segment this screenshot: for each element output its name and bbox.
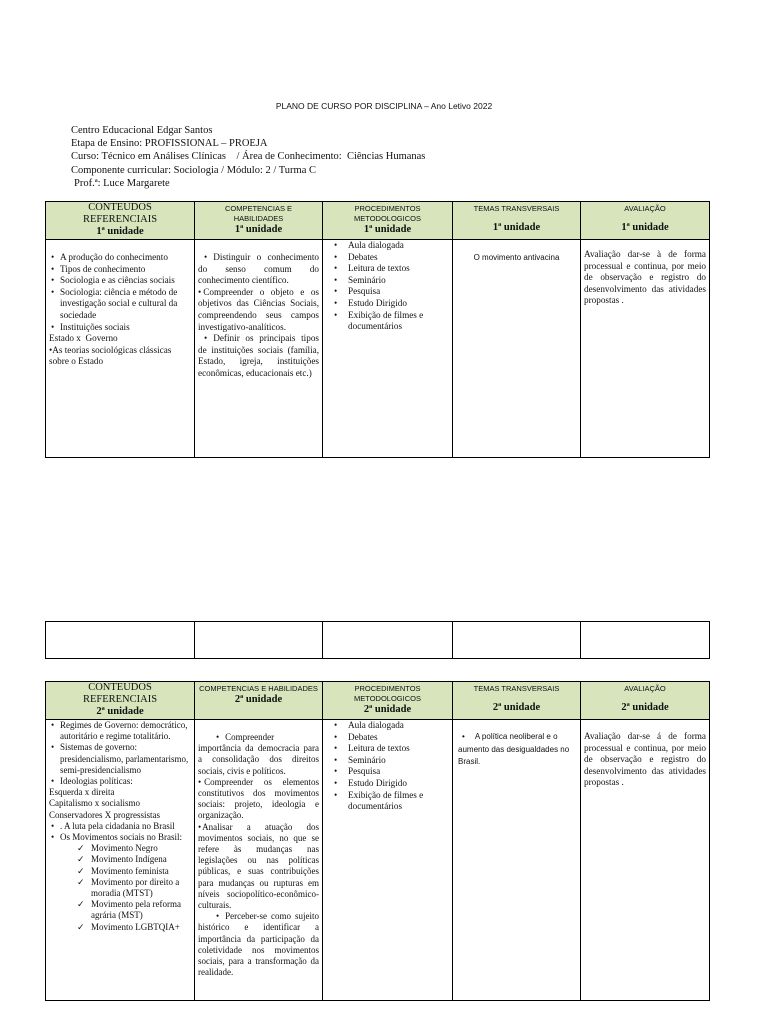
header-competencias-label: COMPETENCIAS E HABILIDADES: [224, 204, 293, 223]
unit-2-content-row: [46, 720, 710, 1001]
unit-1-temas-cell: [453, 240, 581, 458]
list-item: • Instituições sociais: [49, 322, 191, 334]
header-procedimentos: [323, 682, 453, 720]
list-item: • Ideologias políticas:: [49, 776, 191, 787]
empty-cell: [581, 622, 710, 659]
list-item: • Exibição de filmes e documentários: [332, 310, 449, 333]
list-item: • A produção do conhecimento: [49, 252, 191, 264]
header-unit-label: 1ª unidade: [363, 224, 412, 235]
unit-2-table: [45, 681, 710, 1001]
list-item: • Estudo Dirigido: [332, 778, 449, 790]
unit-1-conteudos-list: [49, 252, 191, 333]
header-unit-label: 2ª unidade: [96, 706, 144, 717]
list-item: • Sociologia: ciência e método de investigação social e cultural da sociedade: [49, 287, 191, 322]
empty-cell: [323, 622, 453, 659]
list-item: Capitalismo x socialismo: [49, 798, 140, 809]
list-item: • Pesquisa: [332, 766, 449, 778]
unit-2-conteudos-more: [49, 821, 191, 843]
checklist-item: ✓ Movimento por direito a moradia (MTST): [77, 877, 191, 899]
list-item: • . A luta pela cidadania no Brasil: [49, 821, 191, 832]
list-item: • Perceber-se como sujeito histórico e identificar a importância da participação da coletividade nos movimentos sociais, para a transformação da realidade.: [198, 911, 319, 978]
unit-2-avaliacao-text: Avaliação dar-se á de forma processual e continua, por meio de observação e registro do desenvolvimento das atividades propostas .: [584, 731, 706, 788]
list-item: • Compreender os elementos constitutivos dos movimentos sociais: projeto, ideologia e organização.: [198, 776, 319, 821]
list-item: • Leitura de textos: [332, 743, 449, 755]
list-item: • Sistemas de governo: presidencialismo, parlamentarismo, semi-presidencialismo: [49, 742, 191, 776]
checklist-item: ✓ Movimento Indígena: [77, 854, 191, 865]
teaching-stage: Etapa de Ensino: PROFISSIONAL – PROEJA: [71, 138, 268, 150]
header-avaliacao-label: AVALIAÇÃO: [624, 204, 666, 213]
header-conteudos: [46, 682, 195, 720]
document-title: PLANO DE CURSO POR DISCIPLINA – Ano Letivo 2022: [275, 101, 493, 111]
header-conteudos: [46, 202, 195, 240]
list-item: • Os Movimentos sociais no Brasil:: [49, 832, 191, 843]
course-line: Curso: Técnico em Análises Clínicas / Área de Conhecimento: Ciências Humanas: [71, 151, 426, 163]
list-item: • Debates: [332, 252, 449, 264]
teacher-line: Prof.ª: Luce Margarete: [74, 177, 170, 189]
header-unit-label: 2ª unidade: [234, 694, 283, 705]
unit-1-table: [45, 201, 710, 458]
header-procedimentos-label: PROCEDIMENTOS METODOLOGICOS: [354, 204, 421, 223]
unit-1-avaliacao-text: Avaliação dar-se à de forma processual e continua, por meio de observação e registro do desenvolvimento das atividades propostas .: [584, 249, 706, 306]
checklist-item: ✓ Movimento feminista: [77, 866, 191, 877]
list-item: • Sociologia e as ciências sociais: [49, 275, 191, 287]
unit-1-procedimentos-cell: [323, 240, 453, 458]
list-item: • Compreender importância da democracia para a consolidação dos direitos sociais, civis e políticos.: [198, 732, 319, 776]
header-unit-label: 1ª unidade: [96, 226, 144, 237]
movimentos-checklist: [49, 843, 191, 933]
header-temas: [453, 202, 581, 240]
unit-2-header-row: [46, 682, 710, 720]
header-procedimentos-label: PROCEDIMENTOS METODOLOGICOS: [354, 684, 421, 703]
header-temas-label: TEMAS TRANSVERSAIS: [473, 684, 560, 693]
header-unit-label: 1ª unidade: [492, 222, 541, 233]
unit-2-avaliacao-cell: [581, 720, 710, 1001]
list-item: • Definir os principais tipos de instituições sociais (família, Estado, igreja, instituições econômicas, educacionais etc.): [198, 333, 319, 378]
header-unit-label: 2ª unidade: [492, 702, 541, 713]
header-info: [71, 124, 425, 190]
empty-cell: [46, 622, 195, 659]
empty-cell: [195, 622, 323, 659]
empty-continuation-table: [45, 621, 710, 659]
list-item: • Seminário: [332, 755, 449, 767]
header-competencias-label: COMPETENCIAS E HABILIDADES: [199, 684, 318, 693]
header-avaliacao: [581, 682, 710, 720]
header-unit-label: 1ª unidade: [234, 224, 283, 235]
unit-2-conteudos-list: [49, 720, 191, 787]
checklist-item: ✓ Movimento pela reforma agrária (MST): [77, 899, 191, 921]
list-item: • Leitura de textos: [332, 263, 449, 275]
unit-1-header-row: [46, 202, 710, 240]
list-item: •Analisar a atuação dos movimentos sociais, no que se refere às mudanças nas legislações ou nas políticas públicas, e suas contribuições para mudanças ou rupturas em níveis sociopolítico-econômico-culturais.: [198, 821, 319, 911]
unit-1-procedimentos-list: [326, 240, 449, 333]
list-item: • Exibição de filmes e documentários: [332, 790, 449, 813]
list-item: • Tipos de conhecimento: [49, 264, 191, 276]
header-competencias: [195, 202, 323, 240]
header-competencias: [195, 682, 323, 720]
header-conteudos-label: CONTEUDOS REFERENCIAIS: [82, 202, 158, 225]
unit-1-conteudos-last: •As teorias sociológicas clássicas sobre o Estado: [49, 344, 172, 367]
school-name: Centro Educacional Edgar Santos: [71, 125, 213, 136]
unit-2-competencias-cell: [195, 720, 323, 1001]
header-conteudos-label: CONTEUDOS REFERENCIAIS: [82, 682, 158, 705]
checklist-item: ✓ Movimento Negro: [77, 843, 191, 854]
checklist-item: ✓ Movimento LGBTQIA+: [77, 922, 191, 933]
unit-1-content-row: [46, 240, 710, 458]
header-unit-label: 2ª unidade: [363, 704, 412, 715]
list-item: • Compreender o objeto e os objetivos das Ciências Sociais, compreendendo seus campos investigativo-analíticos.: [198, 286, 319, 332]
unit-2-conteudos-cell: [46, 720, 195, 1001]
list-item: • Regimes de Governo: democrático, autoritário e regime totalitário.: [49, 720, 191, 742]
header-temas: [453, 682, 581, 720]
unit-2-procedimentos-list: [326, 720, 449, 813]
component-line: Componente curricular: Sociologia / Módulo: 2 / Turma C: [71, 164, 316, 176]
list-item: • Distinguir o conhecimento do senso comum do conhecimento científico.: [198, 252, 319, 286]
list-item: • Pesquisa: [332, 286, 449, 298]
list-item: • Estudo Dirigido: [332, 298, 449, 310]
empty-row: [46, 622, 710, 659]
list-item: Conservadores X progressistas: [49, 809, 160, 820]
unit-1-competencias-cell: [195, 240, 323, 458]
list-item: Esquerda x direita: [49, 787, 115, 798]
list-item: • Aula dialogada: [332, 720, 449, 732]
header-unit-label: 1ª unidade: [621, 222, 669, 233]
unit-1-conteudos-extra: Estado x Governo: [49, 333, 118, 344]
list-item: • Seminário: [332, 275, 449, 287]
list-item: • Debates: [332, 732, 449, 744]
unit-2-temas-cell: [453, 720, 581, 1001]
unit-1-avaliacao-cell: [581, 240, 710, 458]
unit-2-temas-text: • A política neoliberal e o aumento das desigualdades no Brasil.: [458, 732, 570, 766]
header-procedimentos: [323, 202, 453, 240]
header-avaliacao: [581, 202, 710, 240]
unit-1-conteudos-cell: [46, 240, 195, 458]
list-item: • Aula dialogada: [332, 240, 449, 252]
unit-1-temas-text: O movimento antivacina: [473, 253, 560, 262]
header-temas-label: TEMAS TRANSVERSAIS: [473, 204, 560, 213]
header-unit-label: 2ª unidade: [621, 702, 669, 713]
empty-cell: [453, 622, 581, 659]
unit-2-procedimentos-cell: [323, 720, 453, 1001]
header-avaliacao-label: AVALIAÇÃO: [624, 684, 666, 693]
